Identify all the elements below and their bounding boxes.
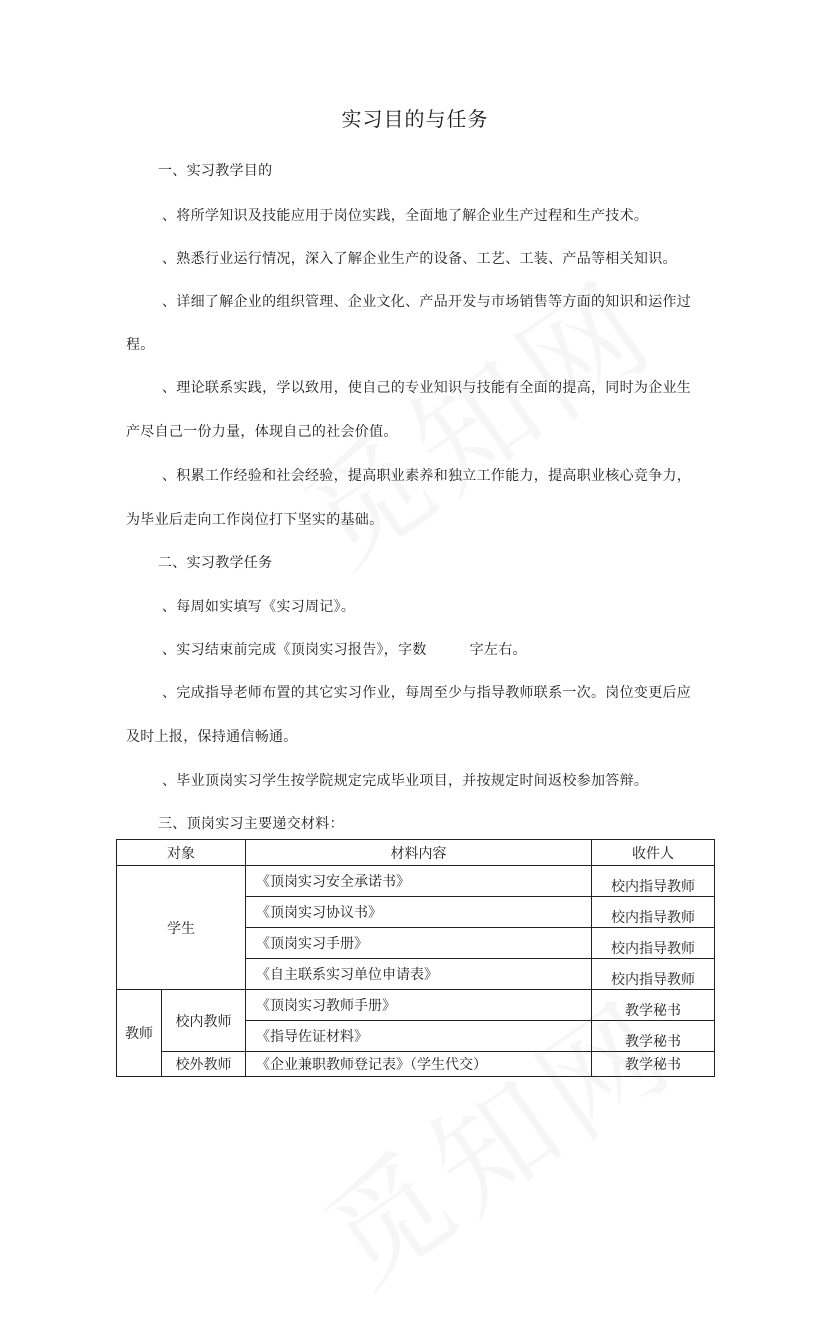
section-heading: 三、顶岗实习主要递交材料：: [158, 816, 344, 832]
paragraph-line: 、每周如实填写《实习周记》。: [162, 599, 356, 615]
paragraph-line: 程。: [126, 337, 155, 353]
section-heading: 一、实习教学目的: [158, 163, 273, 179]
table-header-cell: 收件人: [592, 840, 715, 866]
paragraph-line: 、实习结束前完成《顶岗实习报告》，字数 字左右。: [162, 642, 527, 658]
paragraph-line: 、毕业顶岗实习学生按学院规定完成毕业项目，并按规定时间返校参加答辩。: [162, 773, 649, 789]
materials-table: [116, 839, 715, 1077]
material-cell: 《顶岗实习教师手册》: [246, 990, 592, 1021]
internal-teacher-label-cell: 校内教师: [162, 990, 246, 1052]
receiver-cell: 教学秘书: [592, 1052, 715, 1077]
table-row: [117, 1052, 715, 1077]
material-cell: 《指导佐证材料》: [246, 1021, 592, 1052]
receiver-cell: 校内指导教师: [592, 928, 715, 959]
section-heading: 二、实习教学任务: [158, 555, 273, 571]
table-header-cell: 材料内容: [246, 840, 592, 866]
student-label-cell: 学生: [117, 866, 246, 990]
paragraph-line: 、熟悉行业运行情况，深入了解企业生产的设备、工艺、工装、产品等相关知识。: [162, 251, 677, 267]
paragraph-line: 产尽自己一份力量，体现自己的社会价值。: [126, 424, 398, 440]
material-cell: 《顶岗实习手册》: [246, 928, 592, 959]
material-cell: 《企业兼职教师登记表》（学生代交）: [246, 1052, 592, 1077]
paragraph-line: 、将所学知识及技能应用于岗位实践，全面地了解企业生产过程和生产技术。: [162, 208, 649, 224]
table-row: [117, 990, 715, 1021]
watermark: [266, 234, 684, 599]
receiver-cell: 教学秘书: [592, 1021, 715, 1052]
page-title: 实习目的与任务: [341, 107, 489, 131]
receiver-cell: 教学秘书: [592, 990, 715, 1021]
receiver-cell: 校内指导教师: [592, 959, 715, 990]
table-header-cell: 对象: [117, 840, 246, 866]
material-cell: 《顶岗实习安全承诺书》: [246, 866, 592, 897]
material-cell: 《顶岗实习协议书》: [246, 897, 592, 928]
teacher-label-cell: 教师: [117, 990, 162, 1077]
table-row: [117, 866, 715, 897]
paragraph-line: 、理论联系实践，学以致用，使自己的专业知识与技能有全面的提高，同时为企业生: [162, 380, 692, 396]
table-header-row: [117, 840, 715, 866]
paragraph-line: 为毕业后走向工作岗位打下坚实的基础。: [126, 512, 384, 528]
external-teacher-label-cell: 校外教师: [162, 1052, 246, 1077]
receiver-cell: 校内指导教师: [592, 866, 715, 897]
material-cell: 《自主联系实习单位申请表》: [246, 959, 592, 990]
receiver-cell: 校内指导教师: [592, 897, 715, 928]
paragraph-line: 、详细了解企业的组织管理、企业文化、产品开发与市场销售等方面的知识和运作过: [162, 294, 692, 310]
paragraph-line: 、积累工作经验和社会经验，提高职业素养和独立工作能力，提高职业核心竞争力，: [162, 468, 692, 484]
paragraph-line: 及时上报，保持通信畅通。: [126, 729, 298, 745]
paragraph-line: 、完成指导老师布置的其它实习作业，每周至少与指导教师联系一次。岗位变更后应: [162, 685, 692, 701]
